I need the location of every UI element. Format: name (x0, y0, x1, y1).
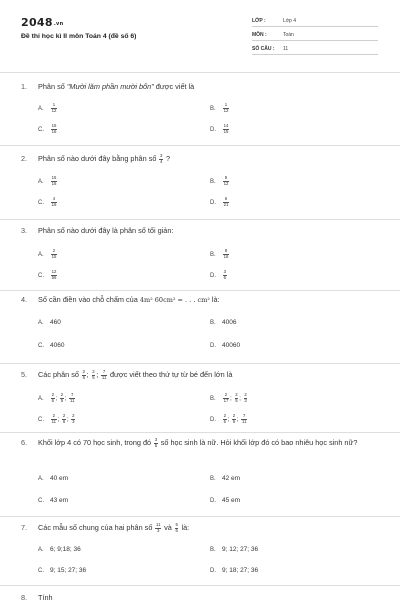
question-text-before: Các mẫu số chung của hai phân số (38, 523, 155, 532)
question-number: 8. (21, 593, 28, 602)
question-number: 1. (21, 82, 28, 91)
option-fraction: $\frac{1}{12}$ (51, 102, 57, 113)
option-text: 40 em (50, 475, 69, 482)
option-d[interactable] (210, 567, 258, 574)
option-d[interactable] (210, 124, 230, 134)
question-text-before: Phân số (38, 82, 67, 91)
option-fraction: $\frac{15}{16}$ (51, 175, 57, 186)
option-letter: A. (38, 105, 44, 112)
option-fraction: $\frac{4}{16}$ (51, 196, 57, 207)
option-fraction: $\frac{2}{6}$ (232, 413, 236, 424)
option-fraction: $\frac{2}{5}$ (60, 392, 64, 403)
option-letter: B. (210, 320, 216, 326)
question-fraction: $\frac{7}{11}$ (101, 368, 107, 380)
option-b[interactable] (210, 176, 230, 186)
option-fraction: $\frac{6}{21}$ (223, 196, 229, 207)
option-fraction: $\frac{2}{5}$ (223, 413, 226, 424)
option-letter: D. (210, 199, 216, 206)
question-fraction: $\frac{3}{4}$ (160, 152, 163, 164)
option-fraction: $\frac{2}{17}$ (223, 392, 229, 403)
question-text-after: số học sinh là nữ. Hỏi khối lớp đó có bao nhiêu học sinh nữ? (158, 438, 358, 447)
option-fraction: $\frac{2}{6}$ (62, 413, 66, 424)
meta-count-row (252, 43, 378, 55)
logo-main: 2048 (21, 16, 53, 29)
option-c[interactable] (38, 270, 58, 280)
question-text-before: Các phân số (38, 370, 81, 379)
option-c[interactable] (38, 124, 58, 134)
question-text-after: được viết theo thứ tự từ bé đến lớn là (107, 370, 233, 379)
question-number: 7. (21, 523, 28, 532)
option-letter: B. (210, 105, 216, 112)
question-formula: 4m² 60cm² = . . . cm² (139, 296, 210, 304)
option-text: 9; 18; 27; 36 (222, 567, 259, 574)
question-2 (0, 145, 400, 220)
option-d[interactable] (210, 270, 228, 280)
question-number: 2. (21, 154, 28, 163)
option-a[interactable] (38, 319, 61, 326)
option-b[interactable] (210, 546, 258, 553)
question-fraction: $\frac{5}{6}$ (175, 521, 178, 533)
option-c[interactable] (38, 342, 64, 349)
logo-sub: .vn (53, 21, 64, 27)
meta-count-key: SỐ CÂU : (252, 46, 275, 52)
question-5 (0, 363, 400, 438)
option-c[interactable] (38, 197, 58, 207)
option-text: 4006 (222, 319, 237, 326)
option-letter: B. (210, 547, 216, 553)
option-c[interactable]: C. $\frac{2}{11}$ ; $\frac{2}{6}$ ; $\frac{2}{3}$ (38, 413, 75, 424)
option-b[interactable] (210, 103, 230, 113)
option-c[interactable] (38, 567, 86, 574)
option-d[interactable] (210, 197, 230, 207)
option-letter: B. (210, 178, 216, 185)
meta-subject-key: MÔN : (252, 32, 267, 38)
question-number: 5. (21, 370, 28, 379)
question-fraction: $\frac{11}{3}$ (156, 521, 161, 533)
option-fraction: $\frac{2}{11}$ (51, 413, 57, 424)
question-8 (0, 585, 400, 601)
option-fraction: $\frac{8}{16}$ (223, 248, 229, 259)
option-text: 4060 (50, 342, 65, 349)
option-fraction: $\frac{15}{16}$ (51, 123, 57, 134)
question-text-after: ? (164, 154, 171, 163)
option-fraction: $\frac{2}{6}$ (51, 392, 54, 403)
option-a[interactable]: A. $\frac{2}{6}$ ; $\frac{2}{5}$ ; $\frac{7}{11}$ (38, 392, 75, 403)
option-letter: C. (38, 498, 44, 504)
option-b[interactable] (210, 319, 236, 326)
exam-title: Đề thi học kì II môn Toán 4 (đề số 6) (21, 33, 137, 40)
option-fraction: $\frac{1}{12}$ (223, 102, 229, 113)
option-letter: B. (210, 251, 216, 258)
option-d[interactable] (210, 342, 240, 349)
question-number: 6. (21, 438, 28, 447)
option-letter: C. (38, 568, 44, 574)
question-text: 5. Các phân số $\frac{2}{6}$ ; $\frac{2}{5}$ ; $\frac{7}{11}$ được viết theo thứ tự từ bé đến lớn là (21, 368, 233, 380)
question-7 (0, 516, 400, 586)
option-d[interactable] (210, 497, 240, 504)
question-number: 4. (21, 295, 28, 304)
option-fraction: $\frac{7}{11}$ (70, 392, 75, 403)
option-fraction: $\frac{14}{15}$ (223, 123, 229, 134)
question-text-before: Số cần điền vào chỗ chấm của (38, 295, 140, 304)
option-a[interactable] (38, 546, 81, 553)
option-fraction: $\frac{7}{11}$ (242, 413, 247, 424)
question-text-after: là: (209, 295, 220, 304)
option-a[interactable] (38, 475, 68, 482)
meta-count-value: 11 (283, 46, 289, 52)
question-fraction: $\frac{3}{5}$ (154, 436, 158, 448)
meta-subject-row (252, 29, 378, 41)
option-letter: A. (38, 395, 44, 402)
option-text: 9; 12; 27; 36 (222, 546, 259, 553)
question-4 (0, 290, 400, 364)
question-text-mid: và (162, 523, 174, 532)
question-text-after: là: (179, 523, 190, 532)
option-letter: D. (210, 416, 216, 423)
question-number: 3. (21, 226, 28, 235)
option-letter: A. (38, 251, 44, 258)
option-letter: C. (38, 343, 44, 349)
meta-subject-value: Toán (283, 32, 294, 38)
meta-class-row (252, 15, 378, 27)
option-b[interactable] (210, 475, 240, 482)
question-text (21, 81, 389, 92)
option-text: 45 em (222, 497, 241, 504)
meta-class-value: Lớp 4 (283, 18, 297, 24)
logo (21, 16, 63, 29)
option-text: 460 (50, 319, 61, 326)
option-b[interactable]: B. $\frac{2}{17}$ ; $\frac{2}{5}$ ; $\frac{2}{3}$ (210, 392, 247, 403)
question-text-italic: "Mười lăm phần mười bốn" (66, 82, 154, 91)
option-letter: C. (38, 416, 44, 423)
option-letter: A. (38, 320, 44, 326)
option-letter: A. (38, 178, 44, 185)
option-letter: C. (38, 199, 44, 206)
option-text: 43 em (50, 497, 69, 504)
option-text: 42 em (222, 475, 241, 482)
option-a[interactable] (38, 249, 58, 259)
question-text (21, 153, 389, 164)
option-text: 6; 9;18; 36 (50, 546, 81, 553)
question-text (21, 294, 389, 306)
option-text: 9; 15; 27; 36 (50, 567, 87, 574)
option-a[interactable] (38, 176, 58, 186)
option-letter: D. (210, 498, 216, 504)
question-text-before: Khối lớp 4 có 70 học sinh, trong đó (38, 438, 154, 447)
question-1 (0, 72, 400, 146)
question-text-body: Tính (38, 593, 53, 602)
option-b[interactable] (210, 249, 230, 259)
option-c[interactable] (38, 497, 68, 504)
question-3 (0, 219, 400, 294)
option-a[interactable] (38, 103, 58, 113)
option-fraction: $\frac{2}{3}$ (244, 392, 247, 403)
option-letter: C. (38, 126, 44, 133)
option-letter: D. (210, 126, 216, 133)
option-fraction: $\frac{2}{3}$ (72, 413, 75, 424)
question-6 (0, 432, 400, 517)
option-letter: B. (210, 476, 216, 482)
option-fraction: $\frac{2}{5}$ (235, 392, 238, 403)
question-text (21, 592, 389, 603)
question-text-body: Phân số nào dưới đây là phân số tối giản: (38, 226, 174, 235)
question-fraction: $\frac{2}{5}$ (92, 368, 95, 380)
option-letter: A. (38, 476, 44, 482)
option-letter: C. (38, 272, 44, 279)
question-fraction: $\frac{2}{6}$ (82, 368, 85, 380)
option-letter: D. (210, 568, 216, 574)
option-letter: D. (210, 272, 216, 279)
question-text-before: Phân số nào dưới đây bằng phân số (38, 154, 159, 163)
option-d[interactable]: D. $\frac{2}{5}$ ; $\frac{2}{6}$ ; $\frac{7}{11}$ (210, 413, 247, 424)
option-letter: A. (38, 547, 44, 553)
option-letter: D. (210, 343, 216, 349)
option-fraction: $\frac{3}{6}$ (223, 269, 226, 280)
question-text (21, 225, 389, 236)
question-text (21, 522, 389, 533)
option-fraction: $\frac{12}{56}$ (51, 269, 57, 280)
meta-class-key: LỚP : (252, 18, 266, 24)
option-fraction: $\frac{9}{12}$ (223, 175, 229, 186)
question-text (21, 437, 389, 448)
option-text: 40060 (222, 342, 241, 349)
option-fraction: $\frac{2}{15}$ (51, 248, 57, 259)
exam-header (0, 0, 400, 66)
option-letter: B. (210, 395, 216, 402)
question-text-after: được viết là (153, 82, 195, 91)
